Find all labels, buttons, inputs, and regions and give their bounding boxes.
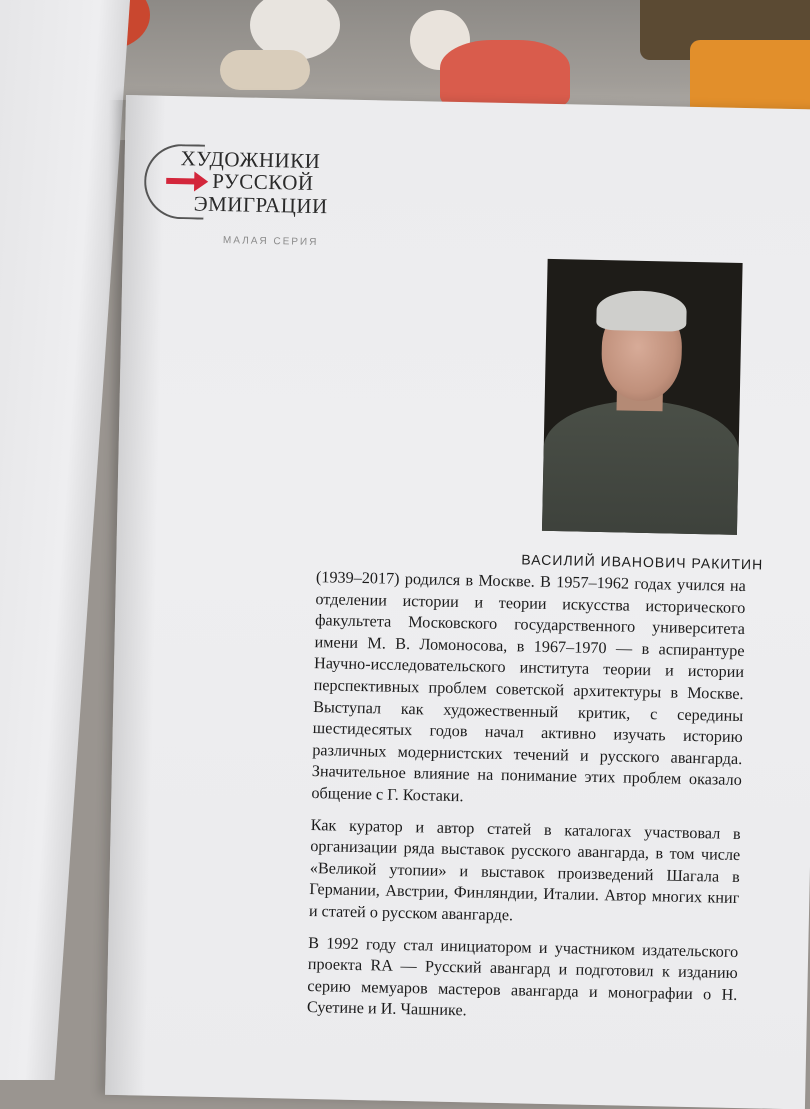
photo-shirt	[542, 399, 740, 535]
logo-red-bar	[166, 178, 196, 185]
toy-beige	[220, 50, 310, 90]
author-photo	[542, 259, 743, 535]
logo-arrow-icon	[194, 171, 208, 191]
series-subtitle: МАЛАЯ СЕРИЯ	[222, 235, 319, 249]
bio-paragraph-2: Как куратор и автор статей в каталогах участвовал в организации ряда выставок русского авангарда, в том числе «Великой утопии» и выставок произведений Шагала в Германии, Австрии, Финляндии, Италии. Автор многих книг и статей о русском авангарде.	[308, 815, 741, 925]
right-book-page	[105, 95, 810, 1109]
logo-line-1: ХУДОЖНИКИ	[180, 146, 321, 174]
author-name: ВАСИЛИЙ ИВАНОВИЧ РАКИТИН	[521, 551, 764, 573]
logo-line-3: ЭМИГРАЦИИ	[193, 191, 328, 219]
photo-hair	[596, 290, 687, 332]
bio-paragraph-3: В 1992 году стал инициатором и участником издательского проекта RA — Русский авангард и подготовил к изданию серию мемуаров мастеров авангарда и монографии о Н. Суетине и И. Чашнике.	[306, 933, 739, 1020]
logo-line-2: РУССКОЙ	[211, 168, 314, 195]
series-logo	[143, 135, 345, 229]
author-bio	[306, 567, 746, 1038]
santa-hat	[440, 40, 570, 110]
bio-paragraph-1: (1939–2017) родился в Москве. В 1957–1962 годах учился на отделении истории и теории искусства исторического факультета Московского государственного университета имени М. В. Ломоносова, в 1967–1970 — в аспирантуре Научно-исследовательского института теории и истории перспективных проблем советской архитектуры в Москве. Выступал как художественный критик, с середины шестидесятых годов начал активно изучать историю различных модернистских течений и русского авангарда. Значительное влияние на понимание этих проблем оказало общение с Г. Костаки.	[311, 568, 747, 806]
